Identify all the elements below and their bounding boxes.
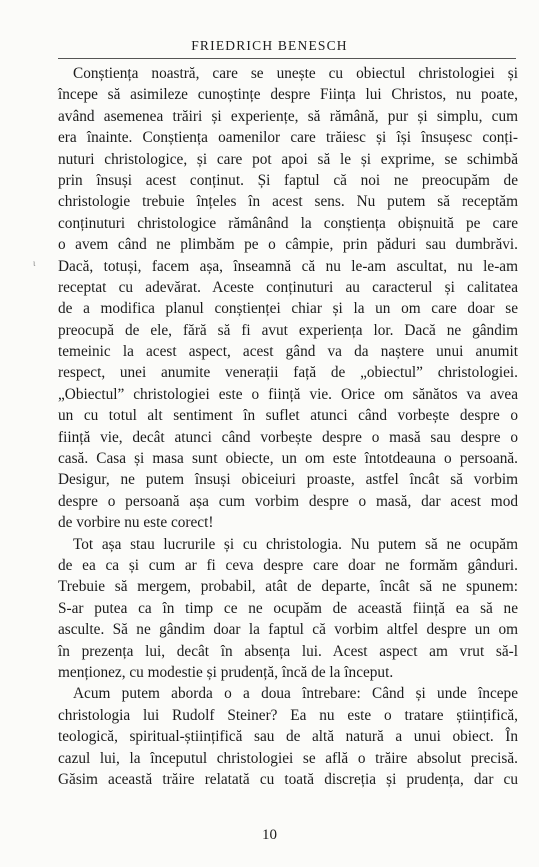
text-line: teologică, spiritual-științifică sau de altă natură a unui obiect. În (58, 728, 518, 746)
text-line: casă. Casa și masa sunt obiecte, un om este întotdeauna o persoană. (58, 450, 518, 468)
text-line: prin însuși acest conținut. Și faptul că noi ne preocupăm de (58, 171, 518, 189)
text-line: ființă vie, decât atunci când vorbește despre o masă sau despre o (58, 428, 518, 446)
text-line: temeinic la acest aspect, acest gând va da naștere unui anumit (58, 343, 518, 361)
text-line: Dacă, totuși, facem așa, înseamnă că nu le-am ascultat, nu le-am (58, 257, 518, 275)
text-line: preocupă de ele, fără să fi avut experiența lor. Dacă ne gândim (58, 321, 518, 339)
text-line: de ea ca și cum ar fi ceva despre care doar ne formăm gânduri. (58, 556, 518, 574)
text-line: în prezența lui, decât în absența lui. Acest aspect am vrut să-l (58, 642, 518, 660)
page-number: 10 (262, 827, 277, 843)
text-line: un cu totul alt sentiment în suflet atunci când vorbește despre o (58, 407, 518, 425)
text-line: o avem când ne plimbăm pe o câmpie, prin păduri sau dumbrăvi. (58, 236, 518, 254)
running-header: FRIEDRICH BENESCH (191, 38, 348, 53)
body-text (58, 63, 518, 790)
text-line: christologia lui Rudolf Steiner? Ea nu este o tratare științifică, (58, 706, 518, 724)
text-line: respect, unei anumite venerații față de „obiectul” christologiei. (58, 364, 518, 382)
text-line: christologie trebuie înțeles în acest sens. Nu putem să receptăm (58, 193, 518, 211)
text-line: Găsim această trăire relatată cu toată discreția și prudența, dar cu (58, 770, 518, 788)
header-rule (58, 58, 516, 59)
text-line: conținuturi christologice rămânând la conștiența obișnuită pe care (58, 214, 518, 232)
text-line: de a modifica planul conștienței chiar și la un om care doar se (58, 300, 518, 318)
text-line: Desigur, ne putem însuși obiceiuri proaste, astfel încât să vorbim (58, 471, 518, 489)
margin-mark: ι (33, 258, 36, 268)
text-line: având asemenea trăiri și experiențe, să rămână, pur și simplu, cum (58, 107, 518, 125)
text-line: Conștiența noastră, care se unește cu obiectul christologiei și (73, 65, 518, 82)
text-line: era înainte. Conștiența oamenilor care trăiesc și își însușesc conți- (58, 129, 518, 147)
text-line: Trebuie să mergem, probabil, atât de departe, încât să ne spunem: (58, 578, 518, 596)
text-line: menționez, cu modestie și prudență, încă de la început. (58, 663, 394, 681)
text-line: despre o persoană așa cum vorbim despre o masă, dar acest mod (58, 492, 518, 510)
text-line: S-ar putea ca în timp ce ne ocupăm de această ființă ea să ne (58, 599, 518, 617)
text-line: Acum putem aborda o a doua întrebare: Când și unde începe (73, 685, 518, 703)
text-line: nuturi christologice, și care pot apoi să le și exprime, se schimbă (58, 150, 518, 168)
text-line: Tot așa stau lucrurile și cu christologia. Nu putem să ne ocupăm (73, 535, 518, 553)
text-line: cazul lui, la începutul christologiei se află o trăire absolut precisă. (58, 749, 518, 767)
text-line: începe să asimileze cunoștințe despre Ființa lui Christos, nu poate, (58, 86, 518, 104)
text-line: „Obiectul” christologiei este o ființă vie. Orice om sănătos va avea (58, 385, 518, 403)
text-line: de vorbire nu este corect! (58, 514, 214, 532)
text-line: asculte. Să ne gândim doar la faptul că vorbim altfel despre un om (58, 621, 518, 639)
text-line: receptat cu adevărat. Aceste conținuturi au caracterul și calitatea (58, 278, 518, 296)
